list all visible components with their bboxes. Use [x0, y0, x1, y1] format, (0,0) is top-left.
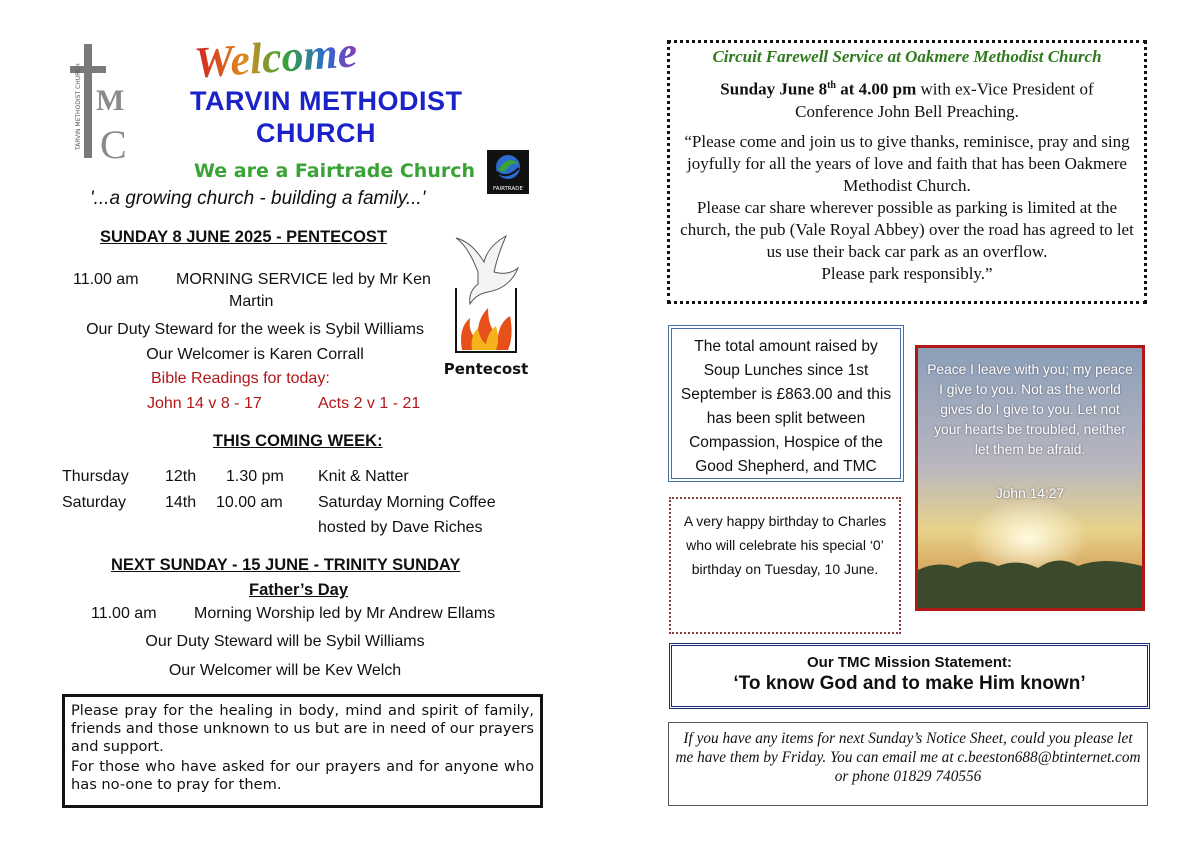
- soup-lunch-box: [668, 325, 904, 482]
- welcome-text: Welcome: [192, 27, 359, 88]
- event-date: 12th: [165, 468, 197, 485]
- next-service-time: 11.00 am: [91, 605, 157, 622]
- birthday-text: A very happy birthday to Charles who will celebrate his special ‘0’ birthday on Tuesday, 10 June.: [683, 513, 887, 577]
- service-line1: MORNING SERVICE led by Mr Ken: [176, 271, 431, 288]
- fairtrade-logo-label: FAIRTRADE: [493, 186, 523, 192]
- pentecost-label: Pentecost: [443, 360, 529, 378]
- svg-text:M: M: [96, 84, 125, 117]
- service-time: 11.00 am: [73, 271, 139, 288]
- fathers-day-heading: Father’s Day: [249, 581, 349, 599]
- church-tagline: '...a growing church - building a family...': [90, 188, 426, 209]
- event-day: Thursday: [62, 468, 129, 485]
- service-line2: Martin: [229, 293, 274, 310]
- event-time: 10.00 am: [216, 494, 283, 511]
- notice-text: If you have any items for next Sunday’s Notice Sheet, could you please let me have them by Friday. You can email me at c.beeston688@btinternet.com or phone 01829 740556: [675, 730, 1141, 785]
- mission-statement: ‘To know God and to make Him known’: [733, 673, 1086, 694]
- fairtrade-logo-icon: [487, 150, 529, 194]
- circuit-when: Sunday June 8th at 4.00 pm with ex-Vice President of Conference John Bell Preaching.: [720, 79, 1094, 121]
- event-day: Saturday: [62, 494, 127, 511]
- event-host: hosted by Dave Riches: [318, 519, 483, 536]
- duty-steward: Our Duty Steward for the week is Sybil Williams: [86, 321, 424, 338]
- next-service: Morning Worship led by Mr Andrew Ellams: [194, 605, 496, 622]
- readings-label: Bible Readings for today:: [151, 370, 330, 387]
- next-sunday-heading: NEXT SUNDAY - 15 JUNE - TRINITY SUNDAY: [111, 556, 461, 574]
- circuit-title: Circuit Farewell Service at Oakmere Methodist Church: [712, 47, 1102, 66]
- prayer-box: [62, 694, 543, 808]
- event-time: 1.30 pm: [226, 468, 284, 485]
- event-name: Saturday Morning Coffee: [318, 494, 496, 511]
- peace-verse: Peace I leave with you; my peace I give to you. Not as the world gives do I give to you. Let not your hearts be troubled, neither let them be afraid.: [927, 362, 1133, 457]
- reading-2: Acts 2 v 1 - 21: [318, 395, 421, 412]
- fairtrade-statement: We are a Fairtrade Church: [194, 160, 476, 182]
- welcomer: Our Welcomer is Karen Corrall: [146, 346, 364, 363]
- welcome-banner: [190, 22, 470, 88]
- tmc-logo: [66, 40, 130, 166]
- pentecost-dove-image: [443, 232, 529, 382]
- reading-1: John 14 v 8 - 17: [147, 395, 262, 412]
- circuit-farewell-box: [667, 40, 1147, 304]
- mission-label: Our TMC Mission Statement:: [806, 654, 1012, 671]
- event-date: 14th: [165, 494, 197, 511]
- week-heading: THIS COMING WEEK:: [213, 432, 383, 450]
- peace-ref: John 14:27: [995, 486, 1065, 501]
- prayer-para2: For those who have asked for our prayers and for anyone who has no-one to pray for them.: [71, 758, 534, 793]
- church-name-line1: TARVIN METHODIST: [190, 86, 463, 116]
- church-name-line2: CHURCH: [256, 118, 376, 148]
- peace-verse-image: [915, 345, 1145, 611]
- next-welcomer: Our Welcomer will be Kev Welch: [168, 662, 402, 679]
- circuit-quote: “Please come and join us to give thanks, reminisce, pray and sing joyfully for all the years of love and faith that has been Oakmere Methodist Church.: [684, 131, 1130, 195]
- logo-caption: TARVIN METHODIST CHURCH: [75, 63, 82, 150]
- circuit-parking: Please car share wherever possible as parking is limited at the church, the pub (Vale Royal Abbey) over the road has agreed to let us use their back car park as an overflow.: [680, 197, 1134, 261]
- notice-sheet-box: [668, 722, 1148, 806]
- soup-text: The total amount raised by Soup Lunches since 1st September is £863.00 and this has been split between Compassion, Hospice of the Good Shepherd, and TMC: [680, 338, 892, 475]
- sunday-heading: SUNDAY 8 JUNE 2025 - PENTECOST: [100, 228, 388, 246]
- mission-statement-box: [669, 643, 1150, 709]
- event-name: Knit & Natter: [318, 468, 409, 485]
- birthday-box: [669, 497, 901, 634]
- circuit-closing: Please park responsibly.”: [821, 263, 993, 283]
- prayer-para1: Please pray for the healing in body, mind and spirit of family, friends and those unknown to us but are in need of our prayers and support.: [71, 702, 534, 755]
- svg-text:C: C: [100, 122, 127, 167]
- next-duty-steward: Our Duty Steward will be Sybil Williams: [145, 633, 425, 650]
